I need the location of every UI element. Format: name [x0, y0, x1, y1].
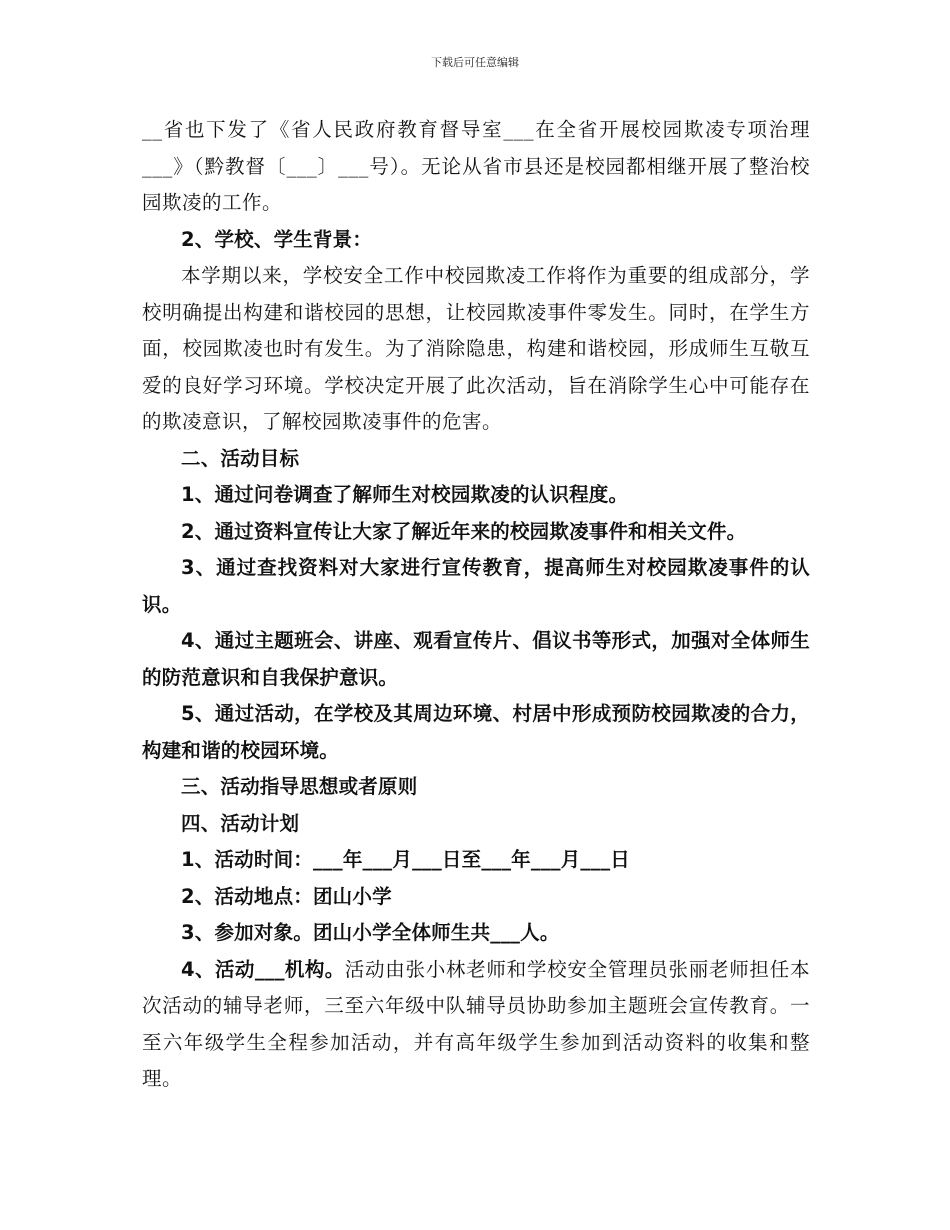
- plan-item-organization-lead: 4、活动___机构。: [181, 957, 345, 981]
- goal-item-5: 5、通过活动，在学校及其周边环境、村居中形成预防校园欺凌的合力，构建和谐的校园环境。: [142, 702, 810, 762]
- plan-item-time: 1、活动时间：___年___月___日至___年___月___日: [181, 848, 630, 871]
- heading-activity-goals: 二、活动目标: [181, 446, 300, 470]
- heading-activity-plan: 四、活动计划: [181, 811, 300, 835]
- heading-guiding-principles: 三、活动指导思想或者原则: [181, 775, 418, 798]
- plan-item-organization-text: 活动由张小林老师和学校安全管理员张丽老师担任本次活动的辅导老师，三至六年级中队辅导员协助参加主题班会宣传教育。一至六年级学生全程参加活动，并有高年级学生参加到活动资料的收集和整理。: [142, 957, 810, 1090]
- plan-item-participants: 3、参加对象。团山小学全体师生共___人。: [181, 921, 560, 944]
- plan-item-organization: [142, 952, 810, 1098]
- page-header: 下载后可任意编辑: [431, 56, 519, 69]
- goal-item-3: 3、通过查找资料对大家进行宣传教育，提高师生对校园欺凌事件的认识。: [142, 556, 810, 616]
- paragraph-provincial-notice: __省也下发了《省人民政府教育督导室___在全省开展校园欺凌专项治理___》（黔教督〔___〕___号）。无论从省市县还是校园都相继开展了整治校园欺凌的工作。: [142, 118, 810, 214]
- paragraph-school-background: 本学期以来，学校安全工作中校园欺凌工作将作为重要的组成部分，学校明确提出构建和谐校园的思想，让校园欺凌事件零发生。同时，在学生方面，校园欺凌也时有发生。为了消除隐患，构建和谐校园，形成师生互敬互爱的良好学习环境。学校决定开展了此次活动，旨在消除学生心中可能存在的欺凌意识，了解校园欺凌事件的危害。: [142, 264, 810, 433]
- goal-item-1: 1、通过问卷调查了解师生对校园欺凌的认识程度。: [181, 483, 629, 506]
- heading-school-student-background: 2、学校、学生背景：: [181, 227, 373, 251]
- goal-item-4: 4、通过主题班会、讲座、观看宣传片、倡议书等形式，加强对全体师生的防范意识和自我保护意识。: [142, 629, 810, 689]
- goal-item-2: 2、通过资料宣传让大家了解近年来的校园欺凌事件和相关文件。: [181, 519, 747, 543]
- plan-item-location: 2、活动地点：团山小学: [181, 884, 392, 908]
- document-body: [142, 112, 810, 1098]
